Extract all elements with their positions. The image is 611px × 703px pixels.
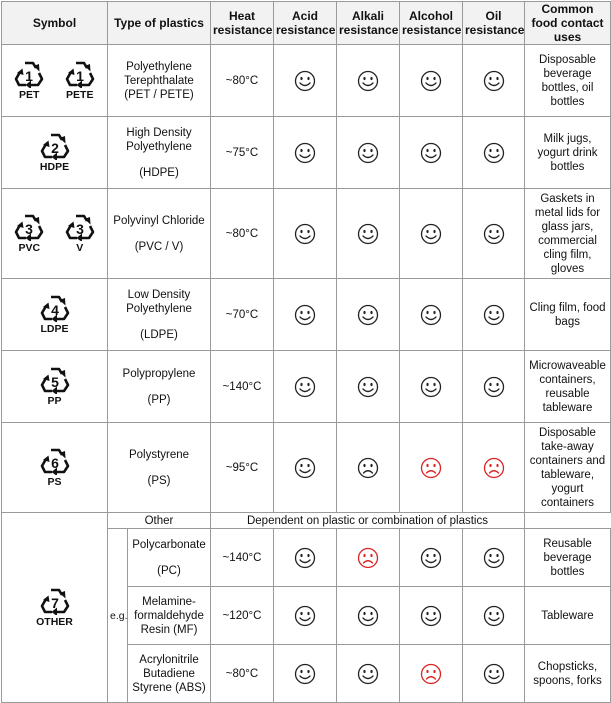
alkali-resistance-cell (337, 587, 400, 645)
recycle-symbol (40, 447, 70, 488)
plastic-type-line: Polyethylene (126, 60, 192, 73)
smiley-face-icon (357, 223, 379, 245)
plastic-type-line: Polyethylene (126, 140, 192, 153)
plastic-type-line: Terephthalate (124, 74, 194, 87)
plastic-type-line: Polyvinyl Chloride (113, 214, 205, 227)
frowning-face-icon (420, 663, 442, 685)
table-row (2, 45, 611, 117)
heat-resistance-cell: ~80°C (211, 189, 274, 279)
recycle-triangle-icon (40, 587, 70, 615)
table-row (2, 117, 611, 189)
recycle-triangle-icon (65, 213, 95, 241)
resin-code-label: OTHER (36, 616, 73, 628)
smiley-face-icon (294, 142, 316, 164)
svg-text:4: 4 (50, 302, 59, 318)
smiley-face-icon (483, 304, 505, 326)
frowning-face-icon (483, 457, 505, 479)
header-heat: Heat resistance (211, 2, 274, 45)
plastic-type-cell (108, 279, 211, 351)
alcohol-resistance-cell (400, 45, 463, 117)
heat-resistance-cell: ~140°C (211, 351, 274, 423)
resin-code-label: PP (47, 395, 62, 407)
smiley-face-icon (420, 547, 442, 569)
acid-resistance-cell (274, 529, 337, 587)
recycle-symbol (14, 60, 44, 101)
recycle-triangle-icon (14, 60, 44, 88)
smiley-face-icon (483, 547, 505, 569)
plastic-type-cell (128, 587, 211, 645)
plastic-type-cell (108, 117, 211, 189)
smiley-face-icon (294, 547, 316, 569)
table-row (2, 279, 611, 351)
plastic-type-line: High Density (126, 126, 192, 139)
acid-resistance-cell (274, 117, 337, 189)
svg-text:3: 3 (25, 221, 34, 237)
recycle-symbol (36, 587, 73, 628)
header-symbol: Symbol (2, 2, 108, 45)
alcohol-resistance-cell (400, 279, 463, 351)
plastic-type-line: Styrene (ABS) (132, 681, 206, 694)
plastic-type-line: Polyethylene (126, 302, 192, 315)
food-contact-uses-cell: Gaskets in metal lids for glass jars, commercial cling film, gloves (525, 189, 611, 279)
frowning-face-icon (357, 457, 379, 479)
recycle-triangle-icon (40, 447, 70, 475)
alcohol-resistance-cell (400, 189, 463, 279)
plastic-type-line: (PP) (147, 393, 171, 406)
smiley-face-icon (420, 304, 442, 326)
resin-code-label: PETE (66, 89, 94, 101)
smiley-face-icon (357, 70, 379, 92)
smiley-face-icon (357, 663, 379, 685)
alkali-resistance-cell (337, 189, 400, 279)
smiley-face-icon (483, 142, 505, 164)
alcohol-resistance-cell (400, 351, 463, 423)
plastic-type-line: (PET / PETE) (124, 88, 194, 101)
alcohol-resistance-cell (400, 587, 463, 645)
heat-resistance-cell: ~95°C (211, 423, 274, 513)
heat-resistance-cell: ~80°C (211, 45, 274, 117)
acid-resistance-cell (274, 279, 337, 351)
table-row (2, 423, 611, 513)
smiley-face-icon (483, 376, 505, 398)
frowning-face-icon (420, 457, 442, 479)
recycle-symbol (40, 294, 70, 335)
smiley-face-icon (483, 223, 505, 245)
smiley-face-icon (420, 605, 442, 627)
recycle-symbol (65, 213, 95, 254)
smiley-face-icon (420, 70, 442, 92)
svg-text:1: 1 (25, 68, 34, 84)
dependent-note-cell: Dependent on plastic or combination of plastics (211, 513, 525, 529)
smiley-face-icon (294, 605, 316, 627)
smiley-face-icon (294, 70, 316, 92)
heat-resistance-cell: ~80°C (211, 645, 274, 703)
food-contact-uses-cell: Disposable take-away containers and tableware, yogurt containers (525, 423, 611, 513)
smiley-face-icon (294, 457, 316, 479)
symbol-cell (2, 45, 108, 117)
heat-resistance-cell: ~120°C (211, 587, 274, 645)
header-type: Type of plastics (108, 2, 211, 45)
plastic-type-line: Butadiene (143, 667, 195, 680)
header-row (2, 2, 611, 45)
oil-resistance-cell (463, 189, 525, 279)
recycle-symbol (40, 366, 70, 407)
alkali-resistance-cell (337, 117, 400, 189)
acid-resistance-cell (274, 351, 337, 423)
heat-resistance-cell: ~140°C (211, 529, 274, 587)
svg-text:1: 1 (75, 68, 84, 84)
symbol-cell-other (2, 513, 108, 703)
resin-code-label: PS (47, 476, 62, 488)
plastic-type-cell (108, 189, 211, 279)
recycle-symbol (65, 60, 95, 101)
table-row-other-header (2, 513, 611, 529)
alkali-resistance-cell (337, 529, 400, 587)
alkali-resistance-cell (337, 45, 400, 117)
svg-text:3: 3 (75, 221, 84, 237)
alcohol-resistance-cell (400, 423, 463, 513)
smiley-face-icon (294, 663, 316, 685)
smiley-face-icon (483, 70, 505, 92)
oil-resistance-cell (463, 423, 525, 513)
smiley-face-icon (357, 304, 379, 326)
symbol-cell (2, 351, 108, 423)
frowning-face-icon (357, 547, 379, 569)
resin-code-label: HDPE (39, 161, 70, 173)
header-acid: Acid resistance (274, 2, 337, 45)
oil-resistance-cell (463, 351, 525, 423)
alcohol-resistance-cell (400, 529, 463, 587)
heat-resistance-cell: ~75°C (211, 117, 274, 189)
table-row (2, 189, 611, 279)
smiley-face-icon (357, 605, 379, 627)
recycle-triangle-icon (40, 132, 70, 160)
food-contact-uses-cell: Microwaveable containers, reusable tableware (525, 351, 611, 423)
food-contact-uses-cell: Tableware (525, 587, 611, 645)
food-contact-uses-cell: Reusable beverage bottles (525, 529, 611, 587)
recycle-triangle-icon (65, 60, 95, 88)
oil-resistance-cell (463, 45, 525, 117)
plastic-type-cell (108, 45, 211, 117)
plastic-type-line: Melamine- (142, 595, 196, 608)
alkali-resistance-cell (337, 423, 400, 513)
svg-text:2: 2 (50, 140, 59, 156)
recycle-symbol (14, 213, 44, 254)
acid-resistance-cell (274, 423, 337, 513)
plastic-type-line: Polypropylene (122, 367, 196, 380)
table-row (2, 351, 611, 423)
smiley-face-icon (420, 142, 442, 164)
smiley-face-icon (357, 376, 379, 398)
plastic-type-line: (PVC / V) (134, 240, 184, 253)
symbol-cell (2, 279, 108, 351)
plastic-type-cell (128, 529, 211, 587)
recycle-triangle-icon (40, 366, 70, 394)
eg-label-cell: e.g. (108, 529, 128, 703)
resin-code-label: LDPE (40, 323, 69, 335)
plastics-table (1, 1, 611, 703)
symbol-cell (2, 423, 108, 513)
smiley-face-icon (294, 376, 316, 398)
svg-text:7: 7 (50, 595, 59, 611)
other-label-cell: Other (108, 513, 211, 529)
oil-resistance-cell (463, 587, 525, 645)
svg-text:6: 6 (50, 455, 59, 471)
plastic-type-line: (PC) (157, 564, 181, 577)
plastic-type-line: Resin (MF) (140, 623, 198, 636)
oil-resistance-cell (463, 279, 525, 351)
recycle-triangle-icon (14, 213, 44, 241)
smiley-face-icon (483, 605, 505, 627)
food-contact-uses-cell: Milk jugs, yogurt drink bottles (525, 117, 611, 189)
header-alkali: Alkali resistance (337, 2, 400, 45)
oil-resistance-cell (463, 529, 525, 587)
resin-code-label: V (76, 242, 84, 254)
plastic-type-cell (108, 351, 211, 423)
smiley-face-icon (483, 663, 505, 685)
header-oil: Oil resistance (463, 2, 525, 45)
acid-resistance-cell (274, 587, 337, 645)
heat-resistance-cell: ~70°C (211, 279, 274, 351)
acid-resistance-cell (274, 45, 337, 117)
resin-code-label: PVC (18, 242, 41, 254)
plastic-type-line: Low Density (127, 288, 191, 301)
food-contact-uses-cell: Cling film, food bags (525, 279, 611, 351)
smiley-face-icon (294, 304, 316, 326)
plastic-type-line: Polycarbonate (132, 538, 206, 551)
smiley-face-icon (420, 376, 442, 398)
symbol-cell (2, 117, 108, 189)
smiley-face-icon (357, 142, 379, 164)
plastic-type-line: (PS) (147, 474, 171, 487)
smiley-face-icon (420, 223, 442, 245)
symbol-cell (2, 189, 108, 279)
food-contact-uses-cell: Chopsticks, spoons, forks (525, 645, 611, 703)
plastic-type-line: (LDPE) (140, 328, 178, 341)
header-uses: Common food contact uses (525, 2, 611, 45)
acid-resistance-cell (274, 189, 337, 279)
svg-text:5: 5 (50, 374, 59, 390)
plastic-type-line: formaldehyde (134, 609, 204, 622)
alkali-resistance-cell (337, 279, 400, 351)
plastic-type-line: Acrylonitrile (139, 653, 199, 666)
resin-code-label: PET (19, 89, 40, 101)
alkali-resistance-cell (337, 351, 400, 423)
food-contact-uses-cell: Disposable beverage bottles, oil bottles (525, 45, 611, 117)
smiley-face-icon (294, 223, 316, 245)
plastic-type-line: Polystyrene (128, 448, 190, 461)
recycle-symbol (40, 132, 70, 173)
recycle-triangle-icon (40, 294, 70, 322)
alcohol-resistance-cell (400, 117, 463, 189)
oil-resistance-cell (463, 117, 525, 189)
plastic-type-line: (HDPE) (139, 166, 179, 179)
header-alcohol: Alcohol resistance (400, 2, 463, 45)
plastic-type-cell (108, 423, 211, 513)
